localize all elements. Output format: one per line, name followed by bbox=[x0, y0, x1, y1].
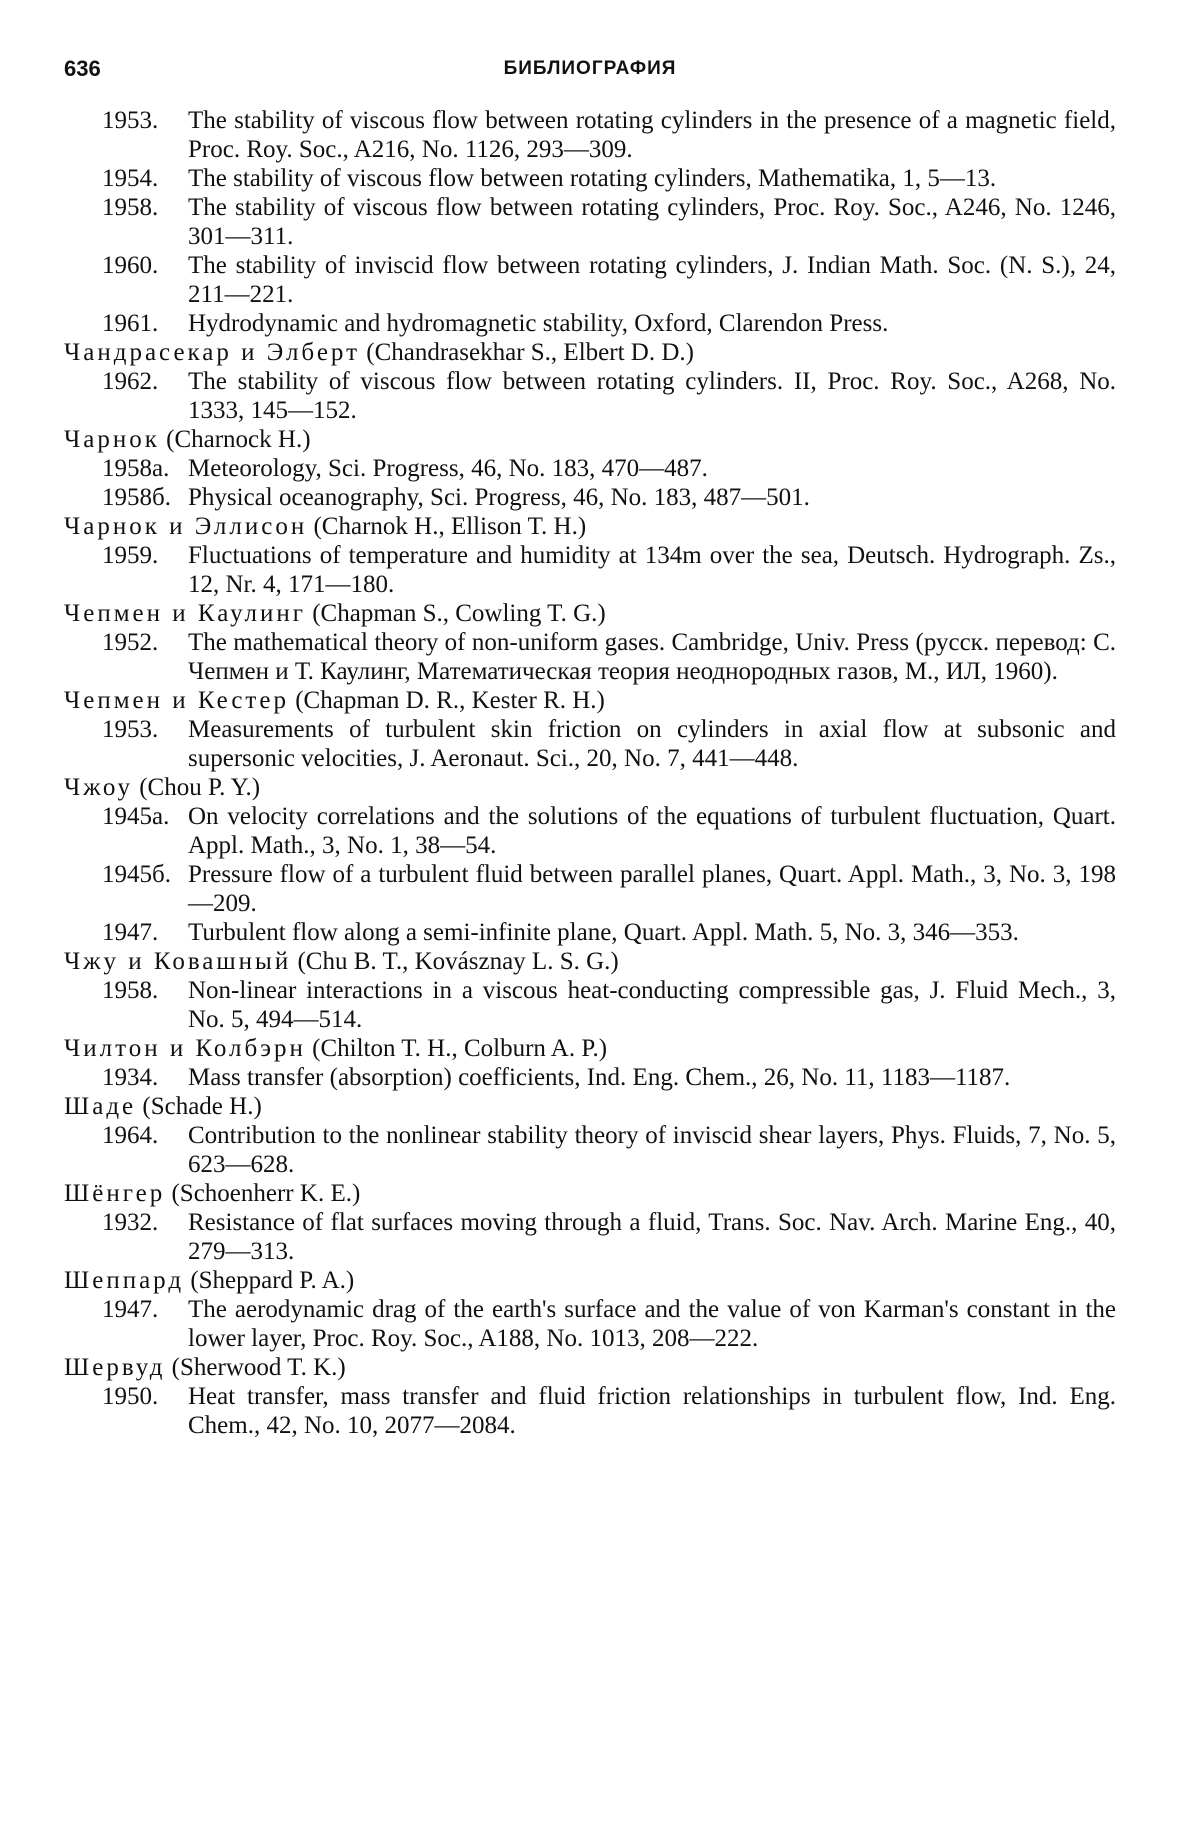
entry-year: 1950. bbox=[102, 1383, 159, 1410]
bibliography-entry bbox=[64, 251, 1116, 309]
entry-year: 1932. bbox=[102, 1209, 159, 1236]
entry-year: 1961. bbox=[102, 310, 159, 337]
page-number: 636 bbox=[64, 56, 101, 81]
author-name-latin: (Schade H.) bbox=[142, 1093, 262, 1120]
author-heading bbox=[64, 338, 1116, 367]
author-name-russian: Чжу и Ковашный bbox=[64, 948, 292, 975]
entry-year: 1952. bbox=[102, 629, 159, 656]
author-heading bbox=[64, 425, 1116, 454]
bibliography-entry bbox=[64, 918, 1116, 947]
page-header bbox=[64, 56, 1116, 106]
author-heading bbox=[64, 1092, 1116, 1121]
author-name-latin: (Chapman S., Cowling T. G.) bbox=[312, 600, 606, 627]
running-title: БИБЛИОГРАФИЯ bbox=[503, 58, 677, 79]
author-name-russian: Шаде bbox=[64, 1093, 137, 1120]
author-name-russian: Чарнок bbox=[64, 426, 160, 453]
author-name-latin: (Sheppard P. A.) bbox=[190, 1267, 355, 1294]
entry-text: The stability of viscous flow between rotating cylinders, Proc. Roy. Soc., A246, No. 1246, 301—311. bbox=[188, 194, 1116, 250]
author-name-russian: Чжоу bbox=[64, 774, 133, 801]
entry-text: Hydrodynamic and hydromagnetic stability, Oxford, Clarendon Press. bbox=[188, 310, 889, 337]
bibliography-entry bbox=[64, 715, 1116, 773]
author-name-russian: Чепмен и Каулинг bbox=[64, 600, 306, 627]
author-heading bbox=[64, 773, 1116, 802]
entry-text: Fluctuations of temperature and humidity at 134m over the sea, Deutsch. Hydrograph. Zs., 12, Nr. 4, 171—180. bbox=[188, 542, 1116, 598]
author-heading bbox=[64, 512, 1116, 541]
bibliography-entry bbox=[64, 1382, 1116, 1440]
author-heading bbox=[64, 599, 1116, 628]
author-name-latin: (Charnok H., Ellison T. H.) bbox=[313, 513, 587, 540]
bibliography-entry bbox=[64, 541, 1116, 599]
entry-text: Contribution to the nonlinear stability theory of inviscid shear layers, Phys. Fluids, 7, No. 5, 623—628. bbox=[188, 1122, 1116, 1178]
author-heading bbox=[64, 1179, 1116, 1208]
entry-year: 1958б. bbox=[102, 484, 171, 511]
page bbox=[64, 56, 1116, 1440]
bibliography-list bbox=[64, 106, 1116, 1440]
entry-year: 1960. bbox=[102, 252, 159, 279]
bibliography-entry bbox=[64, 628, 1116, 686]
author-name-latin: (Sherwood T. K.) bbox=[171, 1354, 346, 1381]
entry-text: Heat transfer, mass transfer and fluid friction relationships in turbulent flow, Ind. Eng. Chem., 42, No. 10, 2077—2084. bbox=[188, 1383, 1116, 1439]
entry-year: 1958а. bbox=[102, 455, 170, 482]
bibliography-entry bbox=[64, 860, 1116, 918]
author-heading bbox=[64, 1353, 1116, 1382]
entry-year: 1947. bbox=[102, 919, 159, 946]
entry-text: The stability of viscous flow between rotating cylinders. II, Proc. Roy. Soc., A268, No. 1333, 145—152. bbox=[188, 368, 1116, 424]
entry-text: Turbulent flow along a semi-infinite plane, Quart. Appl. Math. 5, No. 3, 346—353. bbox=[188, 919, 1019, 946]
bibliography-entry bbox=[64, 976, 1116, 1034]
author-name-latin: (Chandrasekhar S., Elbert D. D.) bbox=[366, 339, 694, 366]
entry-text: The stability of viscous flow between rotating cylinders in the presence of a magnetic field, Proc. Roy. Soc., A216, No. 1126, 293—309. bbox=[188, 107, 1116, 163]
entry-text: On velocity correlations and the solutions of the equations of turbulent fluctuation, Quart. Appl. Math., 3, No. 1, 38—54. bbox=[188, 803, 1116, 859]
author-heading bbox=[64, 686, 1116, 715]
author-name-latin: (Charnock H.) bbox=[166, 426, 311, 453]
entry-year: 1954. bbox=[102, 165, 159, 192]
bibliography-entry bbox=[64, 483, 1116, 512]
author-name-russian: Чарнок и Эллисон bbox=[64, 513, 308, 540]
author-name-russian: Шёнгер bbox=[64, 1180, 166, 1207]
author-name-russian: Чилтон и Колбэрн bbox=[64, 1035, 306, 1062]
entry-text: Physical oceanography, Sci. Progress, 46, No. 183, 487—501. bbox=[188, 484, 810, 511]
bibliography-entry bbox=[64, 1208, 1116, 1266]
author-name-russian: Чандрасекар и Элберт bbox=[64, 339, 361, 366]
author-name-russian: Чепмен и Кестер bbox=[64, 687, 289, 714]
author-heading bbox=[64, 1034, 1116, 1063]
bibliography-entry bbox=[64, 367, 1116, 425]
bibliography-entry bbox=[64, 802, 1116, 860]
author-name-latin: (Chapman D. R., Kester R. H.) bbox=[295, 687, 605, 714]
bibliography-entry bbox=[64, 164, 1116, 193]
entry-year: 1945а. bbox=[102, 803, 170, 830]
author-heading bbox=[64, 947, 1116, 976]
entry-text: Mass transfer (absorption) coefficients, Ind. Eng. Chem., 26, No. 11, 1183—1187. bbox=[188, 1064, 1011, 1091]
entry-text: Measurements of turbulent skin friction on cylinders in axial flow at subsonic and supersonic velocities, J. Aeronaut. Sci., 20, No. 7, 441—448. bbox=[188, 716, 1116, 772]
author-name-latin: (Schoenherr K. E.) bbox=[171, 1180, 361, 1207]
entry-year: 1958. bbox=[102, 194, 159, 221]
bibliography-entry bbox=[64, 193, 1116, 251]
author-name-russian: Шеппард bbox=[64, 1267, 185, 1294]
bibliography-entry bbox=[64, 106, 1116, 164]
entry-year: 1964. bbox=[102, 1122, 159, 1149]
entry-year: 1953. bbox=[102, 716, 159, 743]
entry-year: 1934. bbox=[102, 1064, 159, 1091]
entry-text: Pressure flow of a turbulent fluid between parallel planes, Quart. Appl. Math., 3, No. 3, 198—209. bbox=[188, 861, 1116, 917]
bibliography-entry bbox=[64, 1063, 1116, 1092]
author-name-latin: (Chou P. Y.) bbox=[139, 774, 261, 801]
entry-text: The stability of viscous flow between rotating cylinders, Mathematika, 1, 5—13. bbox=[188, 165, 997, 192]
author-name-russian: Шервуд bbox=[64, 1354, 166, 1381]
entry-text: Resistance of flat surfaces moving through a fluid, Trans. Soc. Nav. Arch. Marine Eng., 40, 279—313. bbox=[188, 1209, 1116, 1265]
bibliography-entry bbox=[64, 309, 1116, 338]
bibliography-entry bbox=[64, 1295, 1116, 1353]
bibliography-entry bbox=[64, 1121, 1116, 1179]
entry-text: The stability of inviscid flow between rotating cylinders, J. Indian Math. Soc. (N. S.), 24, 211—221. bbox=[188, 252, 1116, 308]
entry-year: 1945б. bbox=[102, 861, 171, 888]
entry-year: 1958. bbox=[102, 977, 159, 1004]
entry-year: 1959. bbox=[102, 542, 159, 569]
entry-text: The mathematical theory of non-uniform gases. Cambridge, Univ. Press (русск. перевод: С. Чепмен и Т. Каулинг, Математическая теория неоднородных газов, М., ИЛ, 1960). bbox=[188, 629, 1116, 685]
bibliography-entry bbox=[64, 454, 1116, 483]
entry-year: 1953. bbox=[102, 107, 159, 134]
author-name-latin: (Chilton T. H., Colburn A. P.) bbox=[312, 1035, 608, 1062]
entry-text: The aerodynamic drag of the earth's surface and the value of von Karman's constant in the lower layer, Proc. Roy. Soc., A188, No. 1013, 208—222. bbox=[188, 1296, 1116, 1352]
entry-text: Meteorology, Sci. Progress, 46, No. 183, 470—487. bbox=[188, 455, 708, 482]
entry-text: Non-linear interactions in a viscous heat-conducting compressible gas, J. Fluid Mech., 3, No. 5, 494—514. bbox=[188, 977, 1116, 1033]
author-name-latin: (Chu B. T., Kovásznay L. S. G.) bbox=[297, 948, 619, 975]
entry-year: 1962. bbox=[102, 368, 159, 395]
entry-year: 1947. bbox=[102, 1296, 159, 1323]
author-heading bbox=[64, 1266, 1116, 1295]
